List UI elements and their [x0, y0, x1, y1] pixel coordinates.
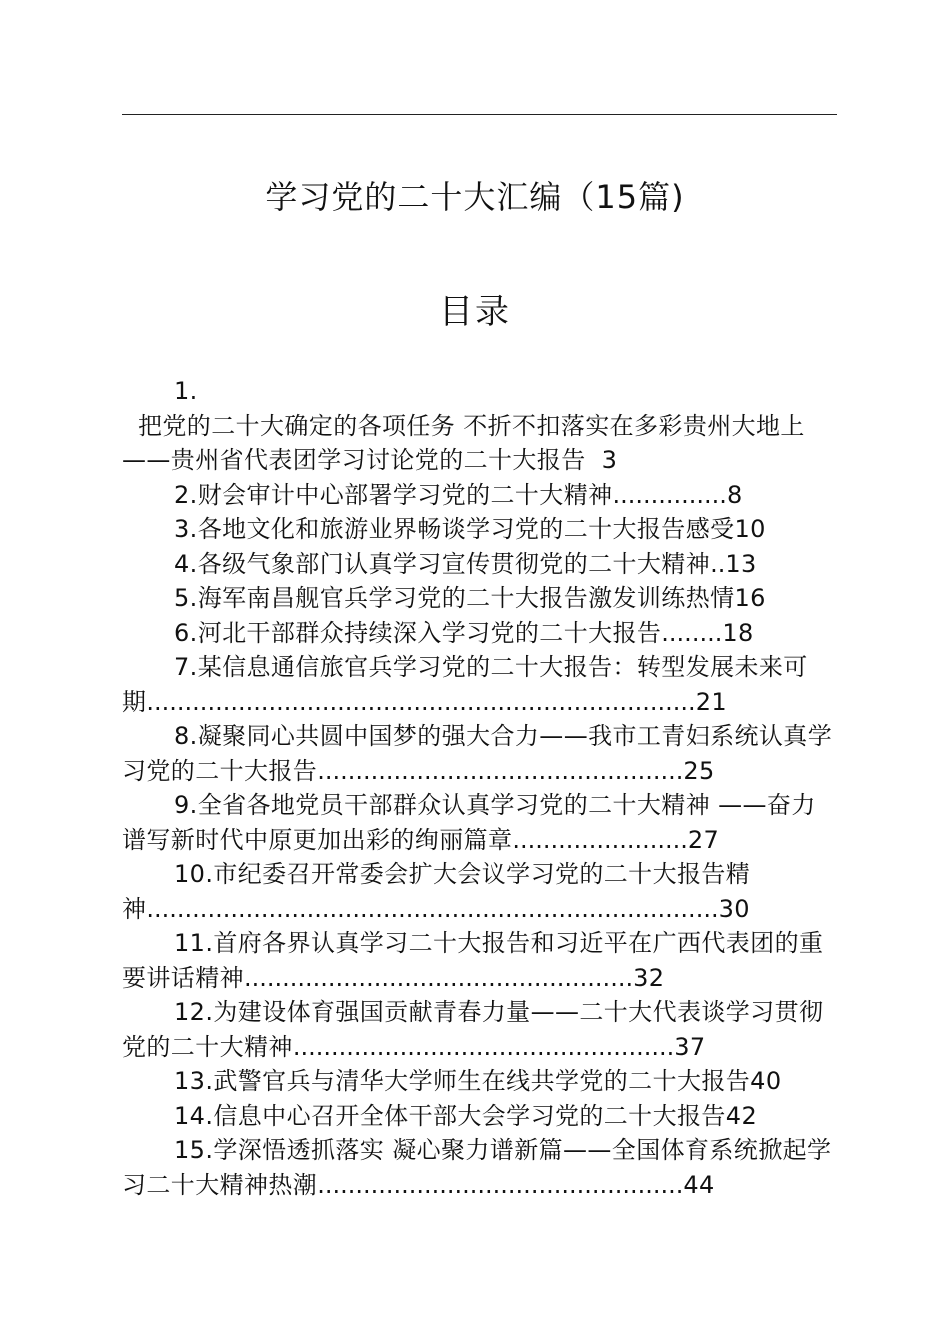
toc-entry-12[interactable]: [122, 995, 838, 1064]
toc-entry-title: 7.某信息通信旅官兵学习党的二十大报告：转型发展未来可期: [122, 653, 808, 716]
toc-entry-subtitle: ——贵州省代表团学习讨论党的二十大报告 3: [122, 446, 618, 474]
toc-entry-page: 40: [750, 1067, 782, 1095]
toc-entry-8[interactable]: [122, 719, 838, 788]
toc-heading: 目录: [439, 292, 511, 332]
toc-entry-title: 14.信息中心召开全体干部大会学习党的二十大报告: [174, 1101, 726, 1130]
toc-entry-title: 11.首府各界认真学习二十大报告和习近平在广西代表团的重要讲话精神: [122, 929, 824, 992]
toc-entry-10[interactable]: [122, 857, 838, 926]
toc-entry-page: 44: [683, 1170, 715, 1199]
toc-entry-page: 32: [633, 963, 665, 992]
toc-entry-title: 10.市纪委召开常委会扩大会议学习党的二十大报告精神: [122, 860, 751, 923]
toc-entry-5[interactable]: [122, 581, 838, 616]
toc-leader-dots: ................................................: [317, 1170, 684, 1199]
toc-entry-title: 2.财会审计中心部署学习党的二十大精神: [174, 480, 613, 509]
toc-entry-3[interactable]: [122, 512, 838, 547]
toc-entry-title: 4.各级气象部门认真学习宣传贯彻党的二十大精神: [174, 549, 711, 578]
toc-entry-15[interactable]: [122, 1133, 838, 1202]
toc-entry-title: 13.武警官兵与清华大学师生在线共学党的二十大报告: [174, 1067, 751, 1095]
toc-entry-page: 27: [687, 825, 720, 854]
toc-entry-7[interactable]: [122, 650, 838, 719]
toc-leader-dots: ...................................................: [244, 963, 634, 992]
header-rule: [122, 114, 837, 115]
table-of-contents: [122, 374, 838, 1202]
document-title: 学习党的二十大汇编（15篇): [265, 178, 685, 216]
toc-entry-page: 13: [725, 549, 757, 578]
toc-leader-dots: ...............: [612, 480, 727, 509]
toc-entry-page: 18: [722, 618, 754, 647]
toc-entry-page: 8: [726, 480, 743, 509]
toc-entry-page: 3: [601, 446, 618, 474]
toc-entry-title: 9.全省各地党员干部群众认真学习党的二十大精神 ——奋力谱写新时代中原更加出彩的绚丽篇章: [122, 791, 816, 854]
toc-leader-dots: ........: [661, 618, 723, 647]
toc-leader-dots: ..................................................: [292, 1032, 675, 1061]
toc-leader-dots: .......................: [512, 825, 688, 854]
toc-leader-dots: ..: [710, 549, 726, 578]
toc-entry-page: 16: [734, 584, 766, 612]
toc-entry-page: 25: [683, 756, 715, 785]
toc-leader-dots: ...........................................................................: [146, 894, 719, 923]
toc-entry-page: 10: [734, 515, 766, 543]
toc-entry-page: 42: [725, 1101, 758, 1130]
toc-entry-13[interactable]: [122, 1064, 838, 1099]
toc-entry-number: 1.: [174, 377, 198, 405]
toc-entry-1[interactable]: [122, 374, 838, 478]
toc-entry-page: 21: [695, 687, 728, 716]
toc-entry-title: 把党的二十大确定的各项任务 不折不扣落实在多彩贵州大地上: [138, 411, 805, 440]
toc-entry-4[interactable]: [122, 547, 838, 582]
toc-leader-dots: ................................................: [317, 756, 684, 785]
toc-entry-title: 5.海军南昌舰官兵学习党的二十大报告激发训练热情: [174, 584, 735, 612]
toc-entry-title: 8.凝聚同心共圆中国梦的强大合力——我市工青妇系统认真学习党的二十大报告: [122, 722, 833, 785]
toc-entry-title: 6.河北干部群众持续深入学习党的二十大报告: [174, 618, 662, 647]
toc-entry-14[interactable]: [122, 1099, 838, 1134]
toc-entry-6[interactable]: [122, 616, 838, 651]
toc-entry-2[interactable]: [122, 478, 838, 513]
toc-entry-page: 30: [718, 894, 750, 923]
toc-entry-title: 3.各地文化和旅游业界畅谈学习党的二十大报告感受: [174, 515, 735, 543]
toc-entry-title: 12.为建设体育强国贡献青春力量——二十大代表谈学习贯彻党的二十大精神: [122, 998, 824, 1061]
toc-entry-title: 15.学深悟透抓落实 凝心聚力谱新篇——全国体育系统掀起学习二十大精神热潮: [122, 1136, 832, 1199]
toc-entry-11[interactable]: [122, 926, 838, 995]
toc-entry-9[interactable]: [122, 788, 838, 857]
toc-leader-dots: ........................................................................: [146, 687, 696, 716]
toc-entry-page: 37: [674, 1032, 706, 1061]
